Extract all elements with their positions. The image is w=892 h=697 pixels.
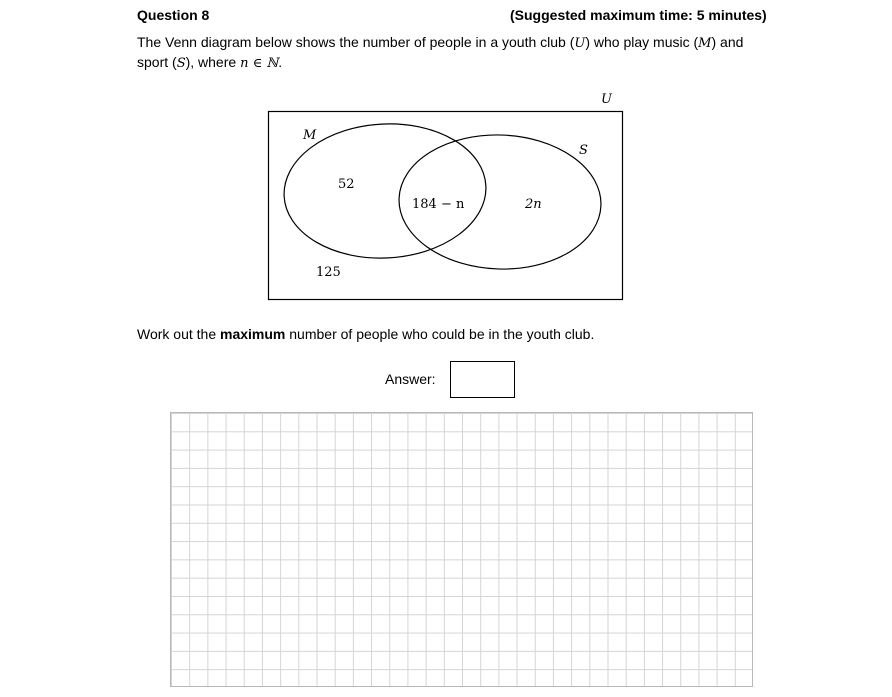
intro-text-5: . [278,54,283,70]
intro-text-1: The Venn diagram below shows the number of people in a youth club ( [137,34,575,50]
answer-label: Answer: [385,371,436,387]
task-emphasis: maximum [220,326,286,342]
natural-number-condition: n ∈ ℕ [240,56,279,71]
music-only-value: 52 [338,177,355,192]
task-text-2: number of people who could be in the youth club. [285,326,595,342]
intro-text-2: ) who play music ( [585,34,699,50]
question-title: Question 8 [137,7,210,23]
sport-symbol: S [176,56,186,71]
music-symbol: M [698,36,712,51]
universal-symbol: U [574,36,586,51]
intro-text-4: ), where [185,54,241,70]
music-set-label: M [303,128,317,143]
suggested-time: (Suggested maximum time: 5 minutes) [510,7,767,23]
sport-only-value: 2n [525,197,542,212]
task-instruction [137,326,594,342]
task-text-1: Work out the [137,326,221,342]
sport-set-label: S [579,143,588,158]
outside-value: 125 [316,265,341,280]
intersection-value: 184 − n [412,197,465,212]
intro-text-3: ) and sport ( [137,34,744,70]
working-grid[interactable] [170,412,753,687]
answer-input[interactable] [450,361,515,398]
universal-set-label: U [601,92,612,107]
